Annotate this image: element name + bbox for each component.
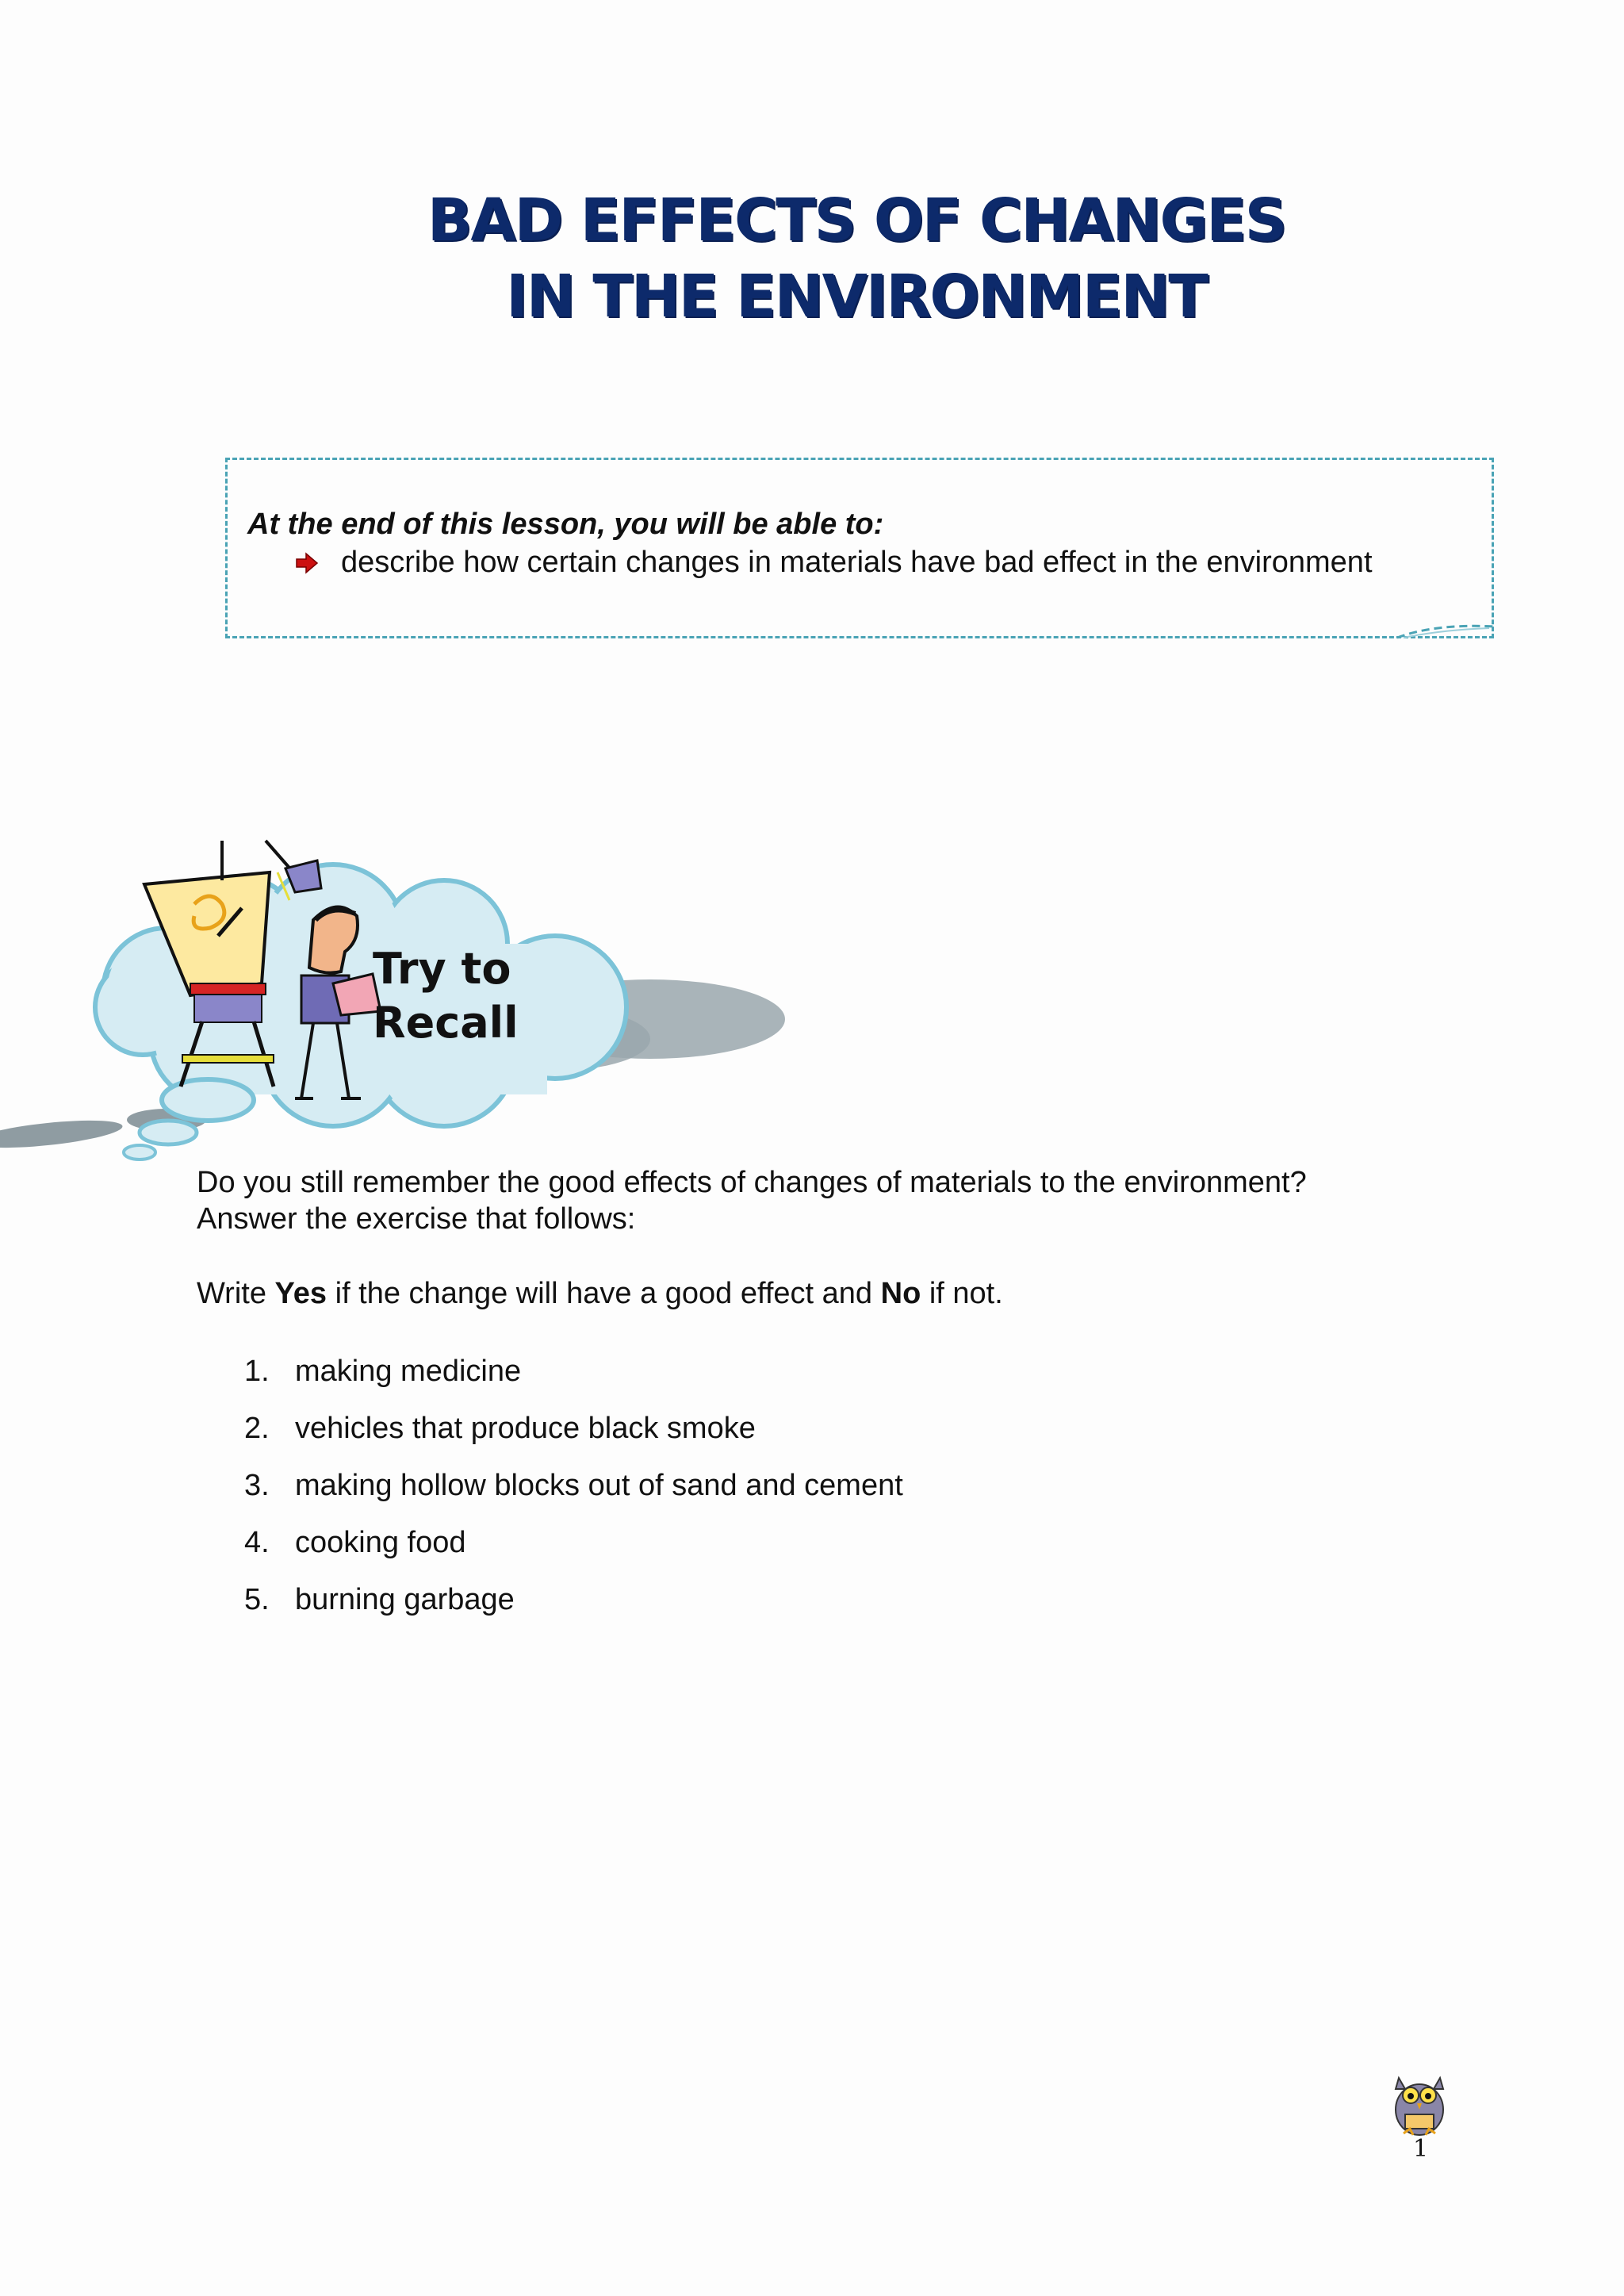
objective-item xyxy=(295,546,1373,580)
item-text: making medicine xyxy=(295,1355,522,1388)
item-text: cooking food xyxy=(295,1526,466,1559)
page-curl-decoration xyxy=(1396,619,1499,642)
instruction-yes: Yes xyxy=(274,1277,327,1310)
list-item xyxy=(244,1581,903,1639)
item-text: vehicles that produce black smoke xyxy=(295,1412,756,1445)
intro-line-2: Answer the exercise that follows: xyxy=(197,1202,636,1236)
instruction-part-1: Write xyxy=(197,1277,275,1310)
instruction-text xyxy=(197,1277,1003,1311)
try-to-recall-label xyxy=(373,942,519,1050)
item-text: burning garbage xyxy=(295,1583,515,1616)
item-number: 4. xyxy=(244,1526,270,1559)
recall-label-line-1: Try to xyxy=(373,944,511,994)
instruction-part-2: if the change will have a good effect and xyxy=(327,1277,881,1310)
item-text: making hollow blocks out of sand and cement xyxy=(295,1469,903,1502)
list-item xyxy=(244,1353,903,1410)
list-item xyxy=(244,1410,903,1467)
exercise-list xyxy=(244,1353,903,1639)
item-number: 5. xyxy=(244,1583,270,1616)
objectives-heading: At the end of this lesson, you will be able to: xyxy=(247,508,884,541)
recall-label-line-2: Recall xyxy=(373,998,519,1048)
item-number: 3. xyxy=(244,1469,270,1502)
list-item xyxy=(244,1467,903,1524)
intro-paragraph xyxy=(197,1164,1545,1237)
instruction-part-3: if not. xyxy=(921,1277,1003,1310)
title-line-2: IN THE ENVIRONMENT xyxy=(506,263,1207,331)
objective-text: describe how certain changes in materials have bad effect in the environment xyxy=(341,546,1373,579)
owl-mascot-icon xyxy=(1381,2062,1457,2141)
list-item xyxy=(244,1524,903,1581)
title-line-1: BAD EFFECTS OF CHANGES xyxy=(427,186,1286,255)
intro-line-1: Do you still remember the good effects of changes of materials to the environment? xyxy=(197,1166,1307,1199)
item-number: 1. xyxy=(244,1355,270,1388)
page-number: 1 xyxy=(1413,2135,1429,2163)
item-number: 2. xyxy=(244,1412,270,1445)
page-title xyxy=(0,182,1624,335)
red-arrow-bullet-icon xyxy=(295,551,319,575)
instruction-no: No xyxy=(880,1277,921,1310)
